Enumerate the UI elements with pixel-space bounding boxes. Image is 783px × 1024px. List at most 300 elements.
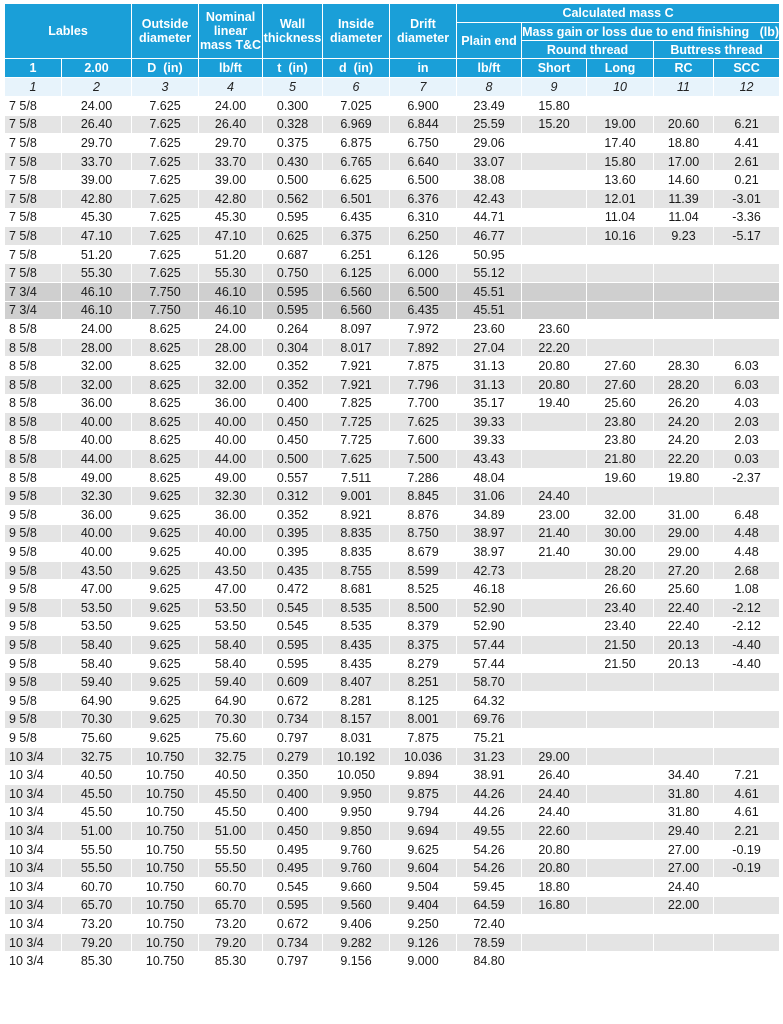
table-cell: 4.41 xyxy=(714,134,780,153)
table-cell: 2.03 xyxy=(714,413,780,432)
table-cell: 0.395 xyxy=(263,524,323,543)
table-cell xyxy=(587,877,654,896)
table-cell: 70.30 xyxy=(62,710,132,729)
table-cell: 8.876 xyxy=(390,506,457,525)
table-cell: 39.00 xyxy=(199,171,263,190)
table-cell: 8 5/8 xyxy=(5,413,62,432)
table-cell: 7.750 xyxy=(132,301,199,320)
header-plain-end: Plain end xyxy=(457,23,522,59)
table-cell: 0.734 xyxy=(263,710,323,729)
table-cell xyxy=(714,320,780,339)
column-number-10: 10 xyxy=(587,78,654,97)
table-cell: 9 5/8 xyxy=(5,710,62,729)
table-cell xyxy=(522,636,587,655)
table-cell: 9.000 xyxy=(390,952,457,971)
table-row xyxy=(5,877,780,896)
table-row xyxy=(5,896,780,915)
table-row xyxy=(5,264,780,283)
table-cell: 6.310 xyxy=(390,208,457,227)
table-cell: 4.48 xyxy=(714,524,780,543)
table-cell: 7.625 xyxy=(132,264,199,283)
table-cell: 0.352 xyxy=(263,375,323,394)
table-cell xyxy=(587,729,654,748)
table-cell: 20.13 xyxy=(654,636,714,655)
table-cell xyxy=(654,301,714,320)
table-cell: 27.60 xyxy=(587,357,654,376)
table-cell: 72.40 xyxy=(457,915,522,934)
table-cell: 55.50 xyxy=(199,859,263,878)
table-cell: 26.60 xyxy=(587,580,654,599)
table-cell: 40.00 xyxy=(199,413,263,432)
table-cell: 17.00 xyxy=(654,152,714,171)
table-row xyxy=(5,915,780,934)
table-cell: 6.900 xyxy=(390,97,457,116)
table-cell: 8 5/8 xyxy=(5,320,62,339)
table-cell: 49.00 xyxy=(62,468,132,487)
table-cell: 8.625 xyxy=(132,450,199,469)
table-cell xyxy=(714,245,780,264)
table-cell: 45.30 xyxy=(199,208,263,227)
table-cell: 47.00 xyxy=(62,580,132,599)
header-nominal-linear-mass: Nominal linear mass T&C xyxy=(199,4,263,59)
table-cell: 8.435 xyxy=(323,654,390,673)
table-cell: 6.500 xyxy=(390,282,457,301)
table-cell xyxy=(587,692,654,711)
table-cell: 4.03 xyxy=(714,394,780,413)
table-row xyxy=(5,952,780,971)
table-cell: 0.625 xyxy=(263,227,323,246)
table-cell: 9.950 xyxy=(323,784,390,803)
table-row xyxy=(5,747,780,766)
table-cell: 2.68 xyxy=(714,561,780,580)
table-cell: 23.40 xyxy=(587,617,654,636)
table-cell: 25.59 xyxy=(457,115,522,134)
table-cell: 8.375 xyxy=(390,636,457,655)
table-cell: 24.00 xyxy=(199,320,263,339)
table-cell: 9.625 xyxy=(132,710,199,729)
table-cell: 2.03 xyxy=(714,431,780,450)
table-cell: 75.60 xyxy=(62,729,132,748)
table-cell: 10.750 xyxy=(132,952,199,971)
table-cell: -2.12 xyxy=(714,599,780,618)
table-cell xyxy=(522,450,587,469)
table-cell: 8 5/8 xyxy=(5,357,62,376)
table-cell: 7.725 xyxy=(323,431,390,450)
table-cell xyxy=(714,487,780,506)
table-cell: 16.80 xyxy=(522,896,587,915)
table-cell xyxy=(714,915,780,934)
table-cell: 7.892 xyxy=(390,338,457,357)
table-cell: -4.40 xyxy=(714,636,780,655)
table-cell: 50.95 xyxy=(457,245,522,264)
table-cell: 8.625 xyxy=(132,394,199,413)
table-cell: 9 5/8 xyxy=(5,617,62,636)
table-cell: 0.430 xyxy=(263,152,323,171)
table-cell: 6.21 xyxy=(714,115,780,134)
table-cell: 10 3/4 xyxy=(5,915,62,934)
table-cell: 7.796 xyxy=(390,375,457,394)
table-cell xyxy=(522,729,587,748)
table-cell: 38.97 xyxy=(457,543,522,562)
table-cell: 7.600 xyxy=(390,431,457,450)
table-cell xyxy=(587,803,654,822)
table-cell: 7.511 xyxy=(323,468,390,487)
table-cell: 7.625 xyxy=(132,208,199,227)
table-cell: 22.40 xyxy=(654,599,714,618)
table-cell: 10.750 xyxy=(132,859,199,878)
table-cell xyxy=(714,97,780,116)
table-cell: 46.10 xyxy=(199,282,263,301)
table-row xyxy=(5,617,780,636)
table-cell xyxy=(654,729,714,748)
table-cell: 28.20 xyxy=(587,561,654,580)
table-cell: 0.687 xyxy=(263,245,323,264)
table-cell: 46.10 xyxy=(199,301,263,320)
table-cell: 10.750 xyxy=(132,840,199,859)
table-cell: 26.40 xyxy=(522,766,587,785)
table-cell: 9.894 xyxy=(390,766,457,785)
table-cell: 0.797 xyxy=(263,952,323,971)
table-cell: 19.60 xyxy=(587,468,654,487)
table-cell xyxy=(522,710,587,729)
table-cell xyxy=(654,487,714,506)
table-cell xyxy=(522,952,587,971)
table-cell: 8.625 xyxy=(132,357,199,376)
table-cell: 18.80 xyxy=(654,134,714,153)
table-cell: 27.00 xyxy=(654,859,714,878)
table-cell xyxy=(654,264,714,283)
table-cell xyxy=(714,692,780,711)
table-cell: 29.06 xyxy=(457,134,522,153)
table-cell: 6.435 xyxy=(323,208,390,227)
table-cell: 48.04 xyxy=(457,468,522,487)
table-cell: 15.20 xyxy=(522,115,587,134)
table-cell: 23.60 xyxy=(522,320,587,339)
table-cell: 10.750 xyxy=(132,822,199,841)
table-cell: 6.560 xyxy=(323,282,390,301)
table-cell: 44.26 xyxy=(457,803,522,822)
table-row xyxy=(5,134,780,153)
table-cell xyxy=(714,673,780,692)
table-cell: 0.500 xyxy=(263,171,323,190)
table-row xyxy=(5,375,780,394)
table-cell: 9.156 xyxy=(323,952,390,971)
table-cell: 10 3/4 xyxy=(5,840,62,859)
column-number-1: 1 xyxy=(5,78,62,97)
table-cell: 40.50 xyxy=(199,766,263,785)
column-number-8: 8 xyxy=(457,78,522,97)
table-cell: 0.264 xyxy=(263,320,323,339)
table-cell: 8.625 xyxy=(132,320,199,339)
table-cell: 24.40 xyxy=(654,877,714,896)
table-cell: 20.60 xyxy=(654,115,714,134)
table-cell xyxy=(714,301,780,320)
table-cell: 73.20 xyxy=(199,915,263,934)
table-cell xyxy=(587,952,654,971)
table-cell: 9 5/8 xyxy=(5,636,62,655)
column-number-6: 6 xyxy=(323,78,390,97)
table-cell: 29.00 xyxy=(522,747,587,766)
table-cell: 11.04 xyxy=(587,208,654,227)
table-cell: 10 3/4 xyxy=(5,784,62,803)
table-cell: 40.50 xyxy=(62,766,132,785)
table-cell: 8.379 xyxy=(390,617,457,636)
table-cell: 9.950 xyxy=(323,803,390,822)
table-cell: 0.352 xyxy=(263,506,323,525)
table-cell: 8.625 xyxy=(132,375,199,394)
table-row xyxy=(5,729,780,748)
table-row xyxy=(5,840,780,859)
column-number-3: 3 xyxy=(132,78,199,97)
table-cell: 10 3/4 xyxy=(5,877,62,896)
table-cell: 58.40 xyxy=(62,654,132,673)
table-cell: 7 5/8 xyxy=(5,115,62,134)
table-cell: 75.60 xyxy=(199,729,263,748)
table-cell: 9 5/8 xyxy=(5,506,62,525)
table-cell: 7.625 xyxy=(132,227,199,246)
table-cell: 36.00 xyxy=(62,506,132,525)
table-cell: 43.50 xyxy=(62,561,132,580)
table-cell: 19.80 xyxy=(654,468,714,487)
table-cell: 0.328 xyxy=(263,115,323,134)
table-cell: 9 5/8 xyxy=(5,561,62,580)
table-cell: 78.59 xyxy=(457,933,522,952)
table-cell: 65.70 xyxy=(62,896,132,915)
table-cell: 0.545 xyxy=(263,599,323,618)
table-cell: 44.00 xyxy=(199,450,263,469)
header-long: Long xyxy=(587,59,654,78)
table-cell: 44.71 xyxy=(457,208,522,227)
table-cell: 36.00 xyxy=(62,394,132,413)
table-row xyxy=(5,171,780,190)
header-rc: RC xyxy=(654,59,714,78)
table-cell: 85.30 xyxy=(199,952,263,971)
table-cell: 7.625 xyxy=(323,450,390,469)
table-cell: 9.625 xyxy=(132,636,199,655)
table-cell: 46.18 xyxy=(457,580,522,599)
table-cell: 18.80 xyxy=(522,877,587,896)
table-row xyxy=(5,766,780,785)
table-cell xyxy=(714,896,780,915)
table-cell: 24.00 xyxy=(199,97,263,116)
table-row xyxy=(5,97,780,116)
table-cell: 21.50 xyxy=(587,654,654,673)
table-cell xyxy=(522,673,587,692)
table-row xyxy=(5,282,780,301)
table-cell xyxy=(654,692,714,711)
table-cell: 53.50 xyxy=(62,599,132,618)
table-cell: 10 3/4 xyxy=(5,766,62,785)
table-cell: 46.77 xyxy=(457,227,522,246)
table-cell xyxy=(714,282,780,301)
table-cell: -2.37 xyxy=(714,468,780,487)
table-cell: -5.17 xyxy=(714,227,780,246)
table-cell: 9 5/8 xyxy=(5,729,62,748)
table-cell: 26.40 xyxy=(62,115,132,134)
table-cell: 9.625 xyxy=(132,506,199,525)
table-cell xyxy=(654,933,714,952)
table-cell: 10 3/4 xyxy=(5,896,62,915)
table-cell: 29.40 xyxy=(654,822,714,841)
table-row xyxy=(5,803,780,822)
table-cell xyxy=(522,413,587,432)
table-cell: 45.50 xyxy=(62,784,132,803)
table-row xyxy=(5,431,780,450)
table-cell: 0.545 xyxy=(263,877,323,896)
table-cell: 31.23 xyxy=(457,747,522,766)
table-cell: 0.435 xyxy=(263,561,323,580)
table-cell: 33.07 xyxy=(457,152,522,171)
table-cell: 8.625 xyxy=(132,468,199,487)
table-cell xyxy=(587,301,654,320)
table-cell: 8.835 xyxy=(323,524,390,543)
table-cell: 7 5/8 xyxy=(5,227,62,246)
table-cell xyxy=(587,264,654,283)
table-cell: 85.30 xyxy=(62,952,132,971)
table-cell: 0.300 xyxy=(263,97,323,116)
table-cell: 0.595 xyxy=(263,301,323,320)
table-cell xyxy=(714,729,780,748)
table-cell: 20.80 xyxy=(522,375,587,394)
table-cell: 73.20 xyxy=(62,915,132,934)
table-cell: 29.70 xyxy=(199,134,263,153)
table-cell: 32.00 xyxy=(199,375,263,394)
table-cell xyxy=(714,877,780,896)
table-cell: 6.435 xyxy=(390,301,457,320)
table-cell xyxy=(522,227,587,246)
table-cell xyxy=(522,654,587,673)
table-cell: 7 5/8 xyxy=(5,171,62,190)
table-cell: 6.375 xyxy=(323,227,390,246)
table-cell xyxy=(522,282,587,301)
table-row xyxy=(5,506,780,525)
table-cell: 7 5/8 xyxy=(5,208,62,227)
table-cell: 6.640 xyxy=(390,152,457,171)
table-cell: 58.40 xyxy=(199,654,263,673)
table-cell: 0.375 xyxy=(263,134,323,153)
table-cell: 8.599 xyxy=(390,561,457,580)
table-cell: 58.40 xyxy=(199,636,263,655)
table-cell: 10.750 xyxy=(132,933,199,952)
table-row xyxy=(5,933,780,952)
table-cell xyxy=(522,692,587,711)
table-cell: 7.625 xyxy=(132,134,199,153)
table-cell: 4.61 xyxy=(714,803,780,822)
table-cell: 64.90 xyxy=(62,692,132,711)
table-cell: 57.44 xyxy=(457,636,522,655)
table-cell: 55.30 xyxy=(199,264,263,283)
table-cell: 6.48 xyxy=(714,506,780,525)
table-cell: 65.70 xyxy=(199,896,263,915)
table-cell: -0.19 xyxy=(714,859,780,878)
table-cell: 51.20 xyxy=(62,245,132,264)
table-cell xyxy=(587,338,654,357)
table-cell xyxy=(587,320,654,339)
table-row xyxy=(5,320,780,339)
table-cell: 31.80 xyxy=(654,784,714,803)
table-cell: 0.595 xyxy=(263,896,323,915)
table-cell: 12.01 xyxy=(587,189,654,208)
table-cell xyxy=(587,896,654,915)
table-cell: 6.875 xyxy=(323,134,390,153)
table-cell: 43.43 xyxy=(457,450,522,469)
table-cell: 49.55 xyxy=(457,822,522,841)
table-cell: 24.40 xyxy=(522,784,587,803)
table-cell: 23.40 xyxy=(587,599,654,618)
table-cell: 6.560 xyxy=(323,301,390,320)
unit-col-5: t (in) xyxy=(263,59,323,78)
table-cell: 6.250 xyxy=(390,227,457,246)
table-cell: 13.60 xyxy=(587,171,654,190)
table-cell: 0.450 xyxy=(263,413,323,432)
table-cell xyxy=(587,245,654,264)
table-cell: 9.760 xyxy=(323,859,390,878)
table-cell: 0.312 xyxy=(263,487,323,506)
table-cell: 7.825 xyxy=(323,394,390,413)
table-cell: 8.845 xyxy=(390,487,457,506)
table-cell: 8 5/8 xyxy=(5,375,62,394)
table-cell: 20.13 xyxy=(654,654,714,673)
table-cell: 22.40 xyxy=(654,617,714,636)
table-cell: 9.875 xyxy=(390,784,457,803)
table-cell: 31.13 xyxy=(457,357,522,376)
table-cell: 44.00 xyxy=(62,450,132,469)
table-cell: 45.50 xyxy=(199,803,263,822)
table-row xyxy=(5,543,780,562)
table-cell: 9.660 xyxy=(323,877,390,896)
table-cell: 21.40 xyxy=(522,543,587,562)
table-cell: 7 5/8 xyxy=(5,189,62,208)
table-cell: 40.00 xyxy=(199,524,263,543)
table-cell: 10.750 xyxy=(132,784,199,803)
table-cell: 9 5/8 xyxy=(5,524,62,543)
table-cell: 10.750 xyxy=(132,915,199,934)
table-cell: 32.75 xyxy=(199,747,263,766)
table-cell: 60.70 xyxy=(62,877,132,896)
table-cell: 31.80 xyxy=(654,803,714,822)
table-cell: 49.00 xyxy=(199,468,263,487)
table-cell: 9.250 xyxy=(390,915,457,934)
table-cell: -0.19 xyxy=(714,840,780,859)
table-cell: 10.036 xyxy=(390,747,457,766)
table-cell xyxy=(587,487,654,506)
table-cell xyxy=(654,710,714,729)
table-cell xyxy=(654,338,714,357)
table-cell: 8.535 xyxy=(323,617,390,636)
table-cell xyxy=(522,915,587,934)
table-cell: 0.495 xyxy=(263,840,323,859)
table-cell xyxy=(587,840,654,859)
table-cell: 24.00 xyxy=(62,97,132,116)
table-cell: 59.40 xyxy=(62,673,132,692)
table-cell: 0.500 xyxy=(263,450,323,469)
table-row xyxy=(5,394,780,413)
table-cell: 17.40 xyxy=(587,134,654,153)
table-cell: 6.500 xyxy=(390,171,457,190)
table-cell: 10 3/4 xyxy=(5,859,62,878)
table-row xyxy=(5,784,780,803)
column-number-9: 9 xyxy=(522,78,587,97)
table-cell: 1.08 xyxy=(714,580,780,599)
table-cell: 47.00 xyxy=(199,580,263,599)
table-cell: 0.595 xyxy=(263,208,323,227)
table-cell xyxy=(654,747,714,766)
table-cell: 0.352 xyxy=(263,357,323,376)
table-cell: 38.97 xyxy=(457,524,522,543)
table-cell: 8 5/8 xyxy=(5,394,62,413)
header-wall-thickness: Wall thickness xyxy=(263,4,323,59)
table-cell: 42.43 xyxy=(457,189,522,208)
